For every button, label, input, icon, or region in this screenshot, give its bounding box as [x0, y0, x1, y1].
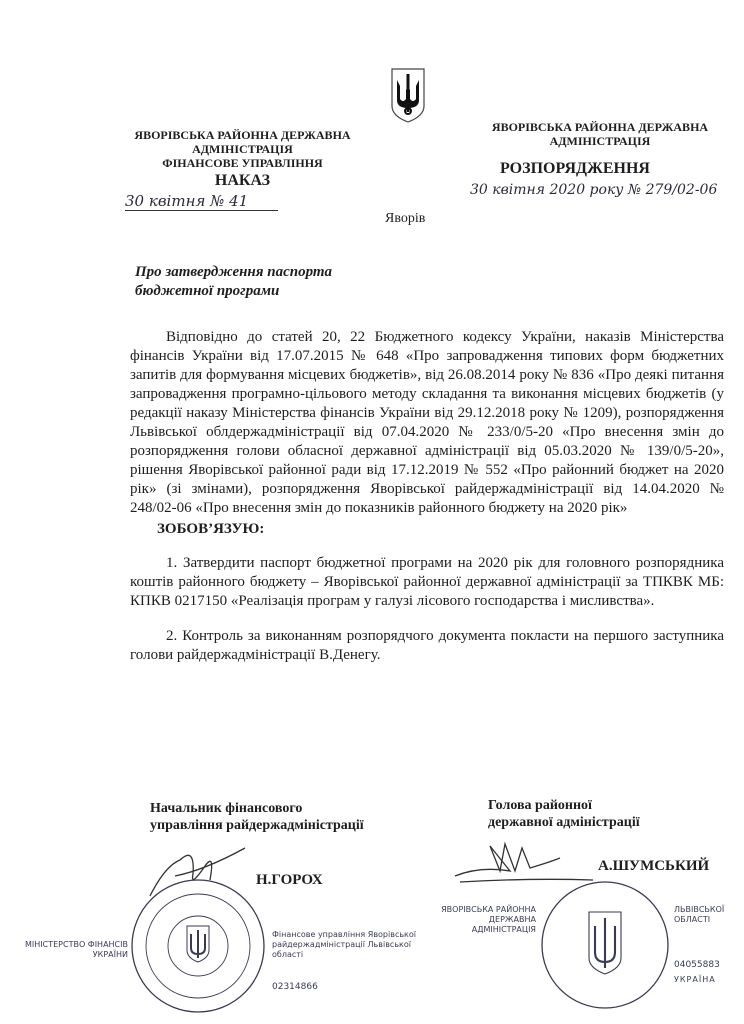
right-org-line1: ЯВОРІВСЬКА РАЙОННА ДЕРЖАВНА: [491, 120, 709, 134]
right-signatory-title: [488, 797, 640, 831]
right-stamp-bottom-text: УКРАЇНА: [674, 975, 716, 984]
right-stamp-outer-text: ЯВОРІВСЬКА РАЙОННА ДЕРЖАВНА АДМІНІСТРАЦІЯ: [441, 905, 536, 934]
document-body: [130, 328, 724, 665]
right-title-line1: Голова районної: [488, 798, 592, 813]
right-doc-type: РОЗПОРЯДЖЕННЯ: [500, 160, 650, 177]
left-stamp-code: 02314866: [272, 982, 318, 992]
right-handwritten-signature: [450, 838, 595, 886]
item-1: 1. Затвердити паспорт бюджетної програми на 2020 рік для головного розпорядника коштів районного бюджету – Яворівської районної державної адміністрації за ТПКВК МБ: КПКВ 0217150 «Реалізація програм у галузі лісового господарства і мисливства».: [130, 555, 724, 609]
left-title-line1: Начальник фінансового: [150, 801, 303, 816]
right-stamp-inner-text: ЛЬВІВСЬКОЇ ОБЛАСТІ: [674, 905, 725, 924]
left-org-line1: ЯВОРІВСЬКА РАЙОННА ДЕРЖАВНА: [134, 128, 351, 142]
left-signatory-name: Н.ГОРОХ: [256, 872, 323, 888]
decree-word: ЗОБОВ’ЯЗУЮ:: [157, 521, 265, 537]
left-signatory-title: [150, 800, 364, 834]
right-stamp-code: 04055883: [674, 960, 720, 970]
right-title-line2: державної адміністрації: [488, 815, 640, 830]
subject: [135, 263, 435, 301]
right-signatory-name: А.ШУМСЬКИЙ: [598, 858, 710, 874]
coat-of-arms-icon: [389, 66, 427, 124]
left-header: [110, 128, 375, 170]
left-handwritten-signature: [145, 838, 255, 900]
city: Яворів: [385, 211, 426, 226]
left-doc-type: НАКАЗ: [214, 172, 271, 189]
subject-line2: бюджетної програми: [135, 283, 280, 299]
preamble-paragraph: Відповідно до статей 20, 22 Бюджетного кодексу України, наказів Міністерства фінансів України від 17.07.2015 № 648 «Про запровадження типових форм бюджетних запитів для формування місцевих бюджетів», від 26.08.2014 року № 836 «Про деякі питання запровадження програмно-цільового методу складання та виконання місцевих бюджетів (у редакції наказу Міністерства фінансів України від 29.12.2018 року № 1209), розпорядження Львівської облдержадміністрації від 07.04.2020 № 233/0/5-20 «Про внесення змін до розпорядження голови обласної державної адміністрації від 05.03.2020 № 139/0/5-20», рішення Яворівської районної ради від 17.12.2019 № 552 «Про районний бюджет на 2020 рік» (зі змінами), розпорядження Яворівської райдержадміністрації від 14.04.2020 № 248/02-06 «Про внесення змін до показників районного бюджету на 2020 рік»: [130, 329, 724, 516]
right-official-stamp: [540, 880, 670, 1010]
left-org-line2: АДМІНІСТРАЦІЯ: [192, 142, 293, 156]
subject-line1: Про затвердження паспорта: [135, 264, 333, 280]
right-handwritten-date: 30 квітня 2020 року № 279/02-06: [470, 182, 718, 198]
right-org-line2: АДМІНІСТРАЦІЯ: [549, 134, 651, 148]
item-2: 2. Контроль за виконанням розпорядчого документа покласти на першого заступника голови райдержадміністрації В.Денегу.: [130, 628, 724, 663]
right-header: [465, 120, 735, 148]
left-org-line3: ФІНАНСОВЕ УПРАВЛІННЯ: [162, 156, 323, 170]
left-stamp-inner-text: Фінансове управління Яворівської райдержадміністрації Львівської області: [272, 930, 417, 959]
left-handwritten-date: 30 квітня № 41: [125, 192, 278, 211]
left-title-line2: управління райдержадміністрації: [150, 818, 364, 833]
left-stamp-outer-text: МІНІСТЕРСТВО ФІНАНСІВ УКРАЇНИ: [25, 940, 128, 959]
